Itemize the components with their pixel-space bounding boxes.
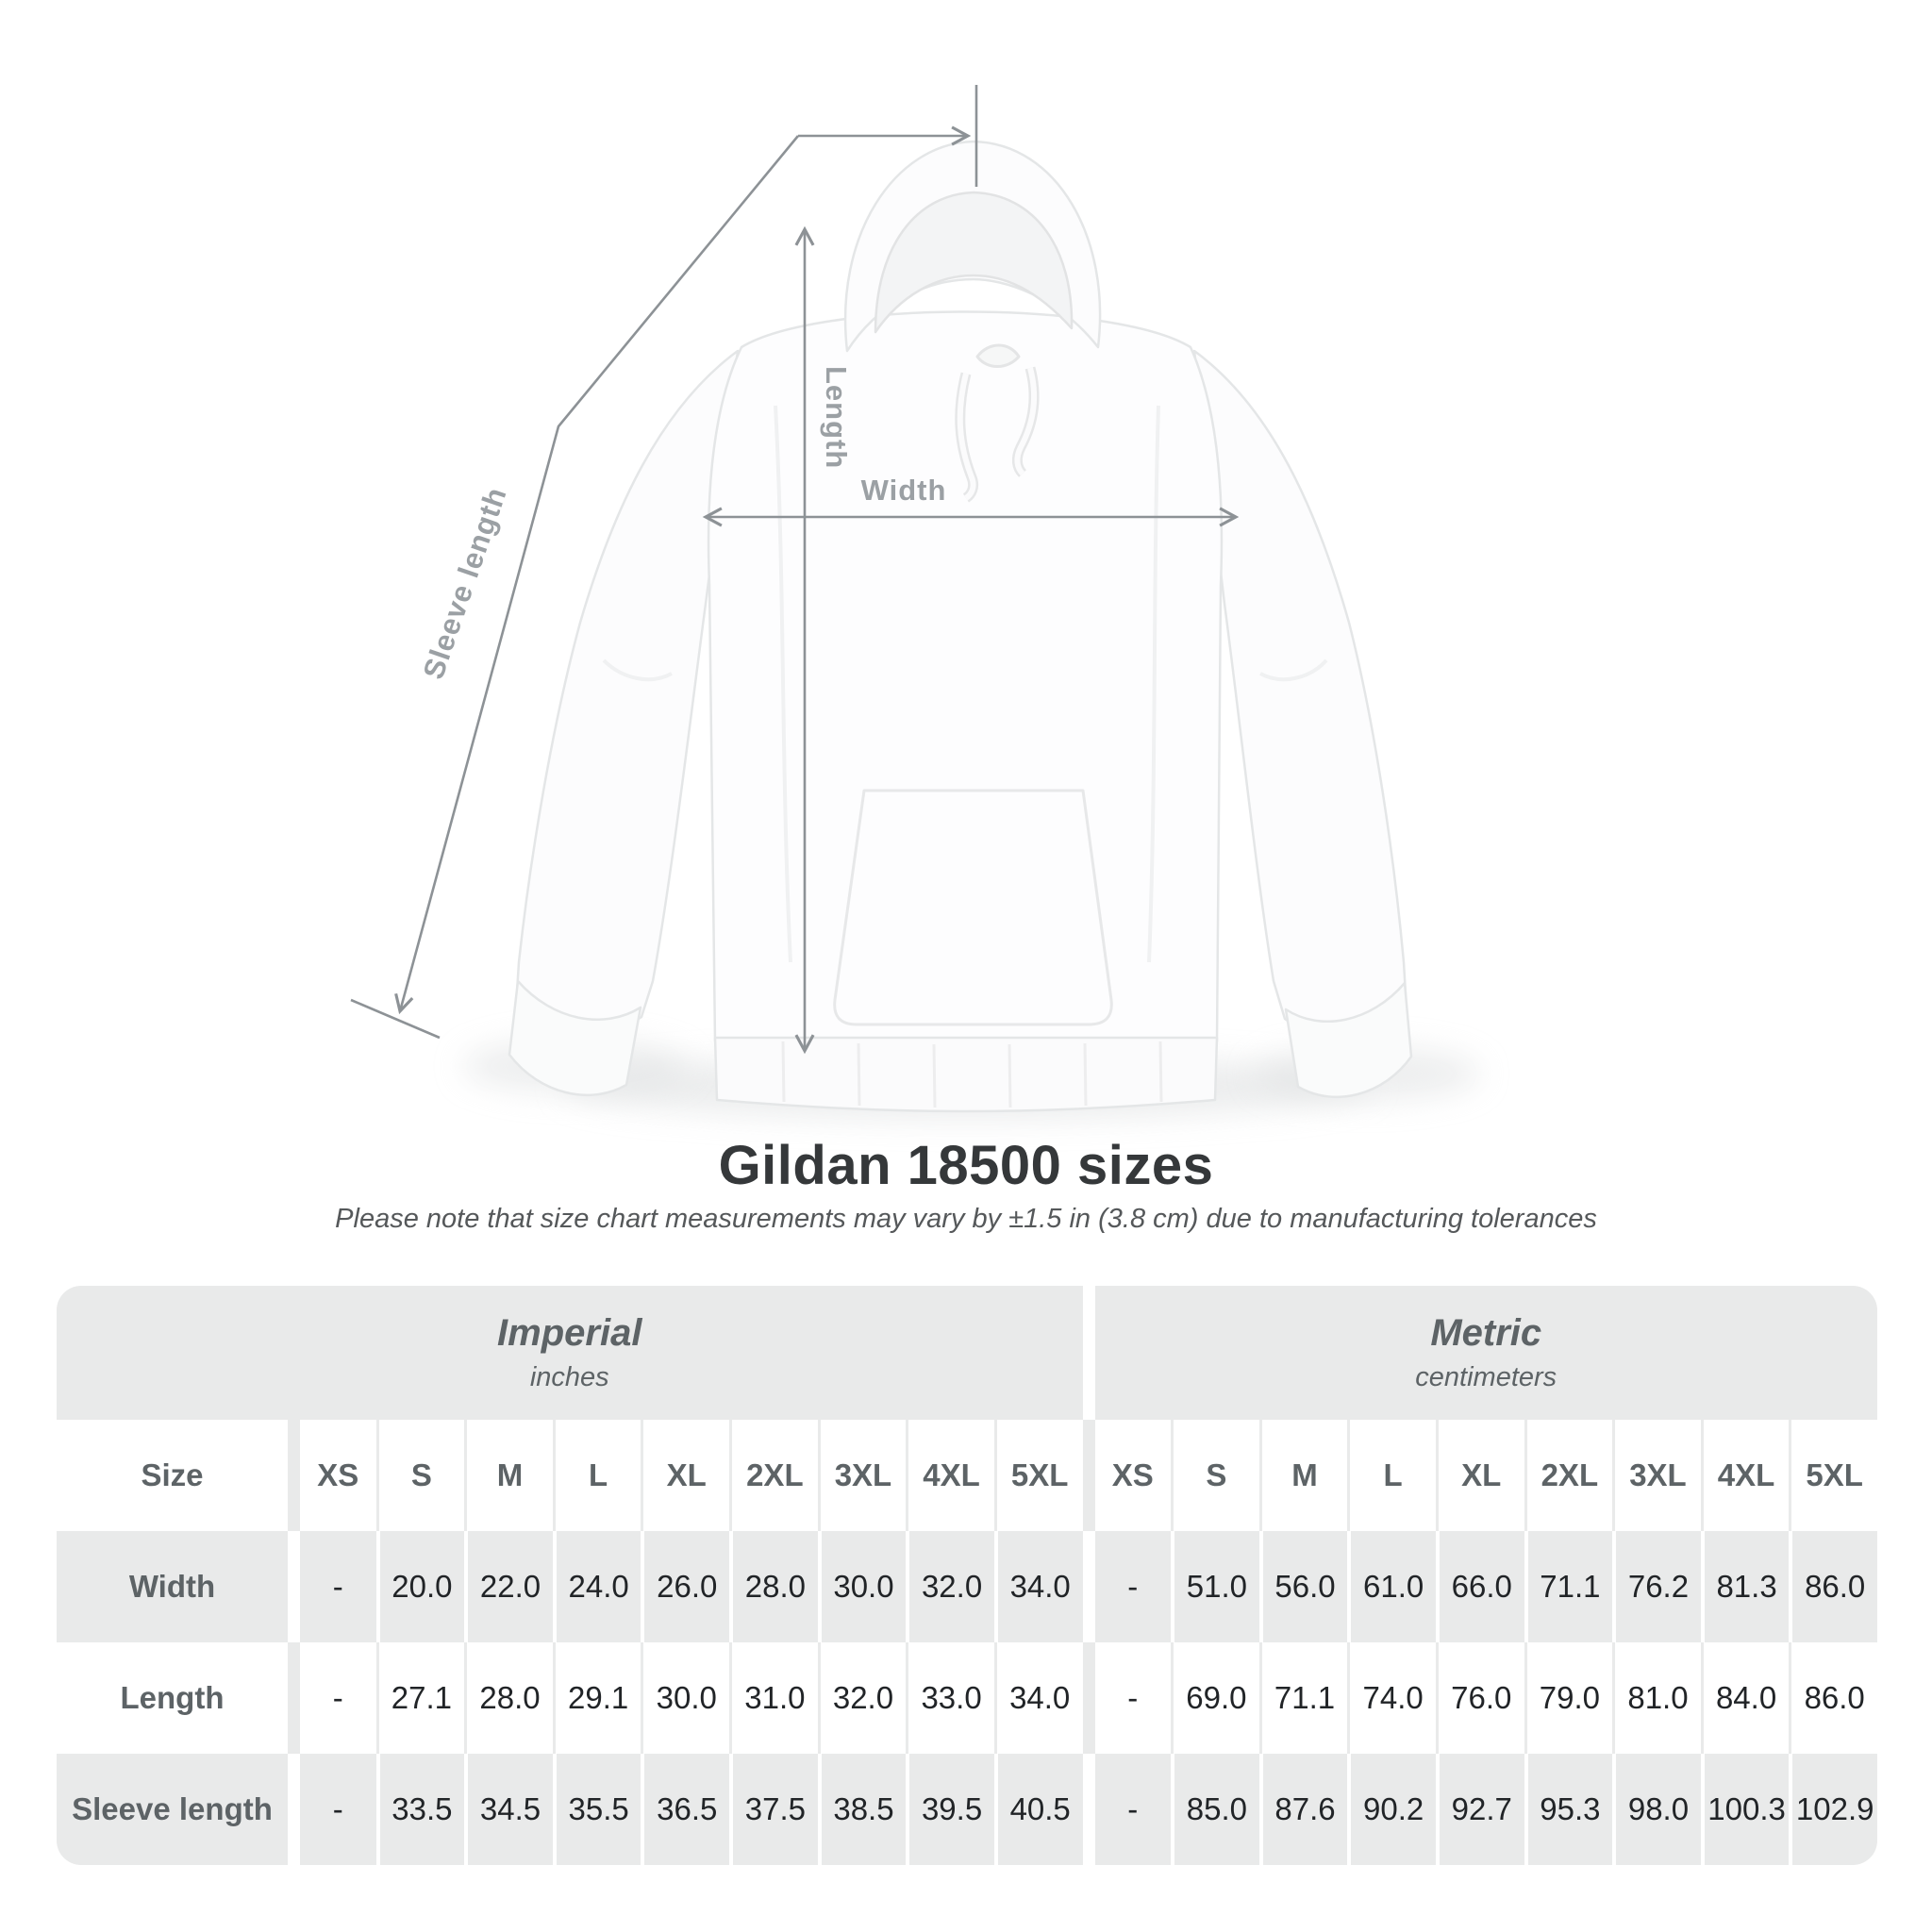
- width-imperial-s: 20.0: [376, 1531, 465, 1642]
- imperial-band-title: Imperial: [497, 1312, 642, 1354]
- size-header-metric-xs: XS: [1083, 1420, 1172, 1531]
- row-label-width: Width: [57, 1531, 288, 1642]
- hoodie-pocket: [835, 791, 1112, 1024]
- size-header-imperial-s: S: [376, 1420, 465, 1531]
- length-metric-4xl: 84.0: [1701, 1642, 1790, 1754]
- tolerance-note: Please note that size chart measurements may vary by ±1.5 in (3.8 cm) due to manufacturing tolerances: [335, 1204, 1597, 1234]
- length-measure-label: Length: [820, 366, 853, 470]
- width-metric-xl: 66.0: [1436, 1531, 1524, 1642]
- size-header-imperial-2xl: 2XL: [729, 1420, 818, 1531]
- sleeve-imperial-s: 33.5: [376, 1754, 465, 1865]
- width-imperial-m: 22.0: [464, 1531, 553, 1642]
- length-imperial-s: 27.1: [376, 1642, 465, 1754]
- sleeve-metric-5xl: 102.9: [1789, 1754, 1877, 1865]
- width-metric-2xl: 71.1: [1524, 1531, 1613, 1642]
- length-imperial-3xl: 32.0: [818, 1642, 907, 1754]
- sleeve-metric-4xl: 100.3: [1701, 1754, 1790, 1865]
- imperial-band: [57, 1286, 1083, 1420]
- length-imperial-m: 28.0: [464, 1642, 553, 1754]
- size-column-header: Size: [57, 1420, 288, 1531]
- sleeve-metric-l: 90.2: [1347, 1754, 1436, 1865]
- size-header-imperial-m: M: [464, 1420, 553, 1531]
- width-metric-m: 56.0: [1259, 1531, 1348, 1642]
- sleeve-imperial-m: 34.5: [464, 1754, 553, 1865]
- width-metric-l: 61.0: [1347, 1531, 1436, 1642]
- sleeve-metric-xl: 92.7: [1436, 1754, 1524, 1865]
- width-imperial-l: 24.0: [553, 1531, 641, 1642]
- size-header-metric-xl: XL: [1436, 1420, 1524, 1531]
- size-header-imperial-xs: XS: [288, 1420, 376, 1531]
- length-metric-l: 74.0: [1347, 1642, 1436, 1754]
- metric-band-unit: centimeters: [1415, 1362, 1557, 1392]
- length-imperial-2xl: 31.0: [729, 1642, 818, 1754]
- width-imperial-5xl: 34.0: [994, 1531, 1083, 1642]
- sleeve-metric-xs: -: [1083, 1754, 1172, 1865]
- length-metric-xs: -: [1083, 1642, 1172, 1754]
- size-header-metric-3xl: 3XL: [1612, 1420, 1701, 1531]
- sleeve-bottom-tick: [351, 1000, 440, 1038]
- sleeve-imperial-4xl: 39.5: [906, 1754, 994, 1865]
- size-header-metric-5xl: 5XL: [1789, 1420, 1877, 1531]
- width-imperial-4xl: 32.0: [906, 1531, 994, 1642]
- size-header-imperial-4xl: 4XL: [906, 1420, 994, 1531]
- sleeve-imperial-5xl: 40.5: [994, 1754, 1083, 1865]
- size-header-metric-4xl: 4XL: [1701, 1420, 1790, 1531]
- size-header-imperial-xl: XL: [641, 1420, 729, 1531]
- page-title: Gildan 18500 sizes: [718, 1135, 1214, 1196]
- size-header-metric-l: L: [1347, 1420, 1436, 1531]
- length-imperial-xs: -: [288, 1642, 376, 1754]
- sleeve-metric-2xl: 95.3: [1524, 1754, 1613, 1865]
- length-metric-2xl: 79.0: [1524, 1642, 1613, 1754]
- width-imperial-2xl: 28.0: [729, 1531, 818, 1642]
- size-header-metric-m: M: [1259, 1420, 1348, 1531]
- width-metric-s: 51.0: [1171, 1531, 1259, 1642]
- length-metric-m: 71.1: [1259, 1642, 1348, 1754]
- sleeve-imperial-xs: -: [288, 1754, 376, 1865]
- sleeve-metric-m: 87.6: [1259, 1754, 1348, 1865]
- width-metric-3xl: 76.2: [1612, 1531, 1701, 1642]
- imperial-band-unit: inches: [529, 1362, 609, 1392]
- hoodie-hem-band: [715, 1038, 1217, 1111]
- sleeve-imperial-3xl: 38.5: [818, 1754, 907, 1865]
- length-imperial-l: 29.1: [553, 1642, 641, 1754]
- length-metric-3xl: 81.0: [1612, 1642, 1701, 1754]
- size-header-imperial-3xl: 3XL: [818, 1420, 907, 1531]
- hoodie-illustration: [509, 142, 1411, 1111]
- sleeve-measure-label: Sleeve length: [416, 482, 513, 684]
- hoodie-right-sleeve: [1194, 351, 1406, 1032]
- size-header-metric-s: S: [1171, 1420, 1259, 1531]
- width-metric-5xl: 86.0: [1789, 1531, 1877, 1642]
- width-measure-label: Width: [860, 474, 947, 507]
- row-label-sleeve-length: Sleeve length: [57, 1754, 288, 1865]
- width-metric-4xl: 81.3: [1701, 1531, 1790, 1642]
- length-imperial-5xl: 34.0: [994, 1642, 1083, 1754]
- width-metric-xs: -: [1083, 1531, 1172, 1642]
- length-imperial-xl: 30.0: [641, 1642, 729, 1754]
- size-table: [57, 1286, 1877, 1865]
- row-label-length: Length: [57, 1642, 288, 1754]
- width-imperial-xs: -: [288, 1531, 376, 1642]
- sleeve-imperial-l: 35.5: [553, 1754, 641, 1865]
- width-imperial-xl: 26.0: [641, 1531, 729, 1642]
- metric-band-title: Metric: [1430, 1312, 1542, 1354]
- length-metric-xl: 76.0: [1436, 1642, 1524, 1754]
- sleeve-imperial-xl: 36.5: [641, 1754, 729, 1865]
- length-metric-5xl: 86.0: [1789, 1642, 1877, 1754]
- metric-band: [1083, 1286, 1878, 1420]
- size-header-metric-2xl: 2XL: [1524, 1420, 1613, 1531]
- length-imperial-4xl: 33.0: [906, 1642, 994, 1754]
- sleeve-imperial-2xl: 37.5: [729, 1754, 818, 1865]
- width-imperial-3xl: 30.0: [818, 1531, 907, 1642]
- sleeve-metric-s: 85.0: [1171, 1754, 1259, 1865]
- length-metric-s: 69.0: [1171, 1642, 1259, 1754]
- size-header-imperial-5xl: 5XL: [994, 1420, 1083, 1531]
- sleeve-metric-3xl: 98.0: [1612, 1754, 1701, 1865]
- size-header-imperial-l: L: [553, 1420, 641, 1531]
